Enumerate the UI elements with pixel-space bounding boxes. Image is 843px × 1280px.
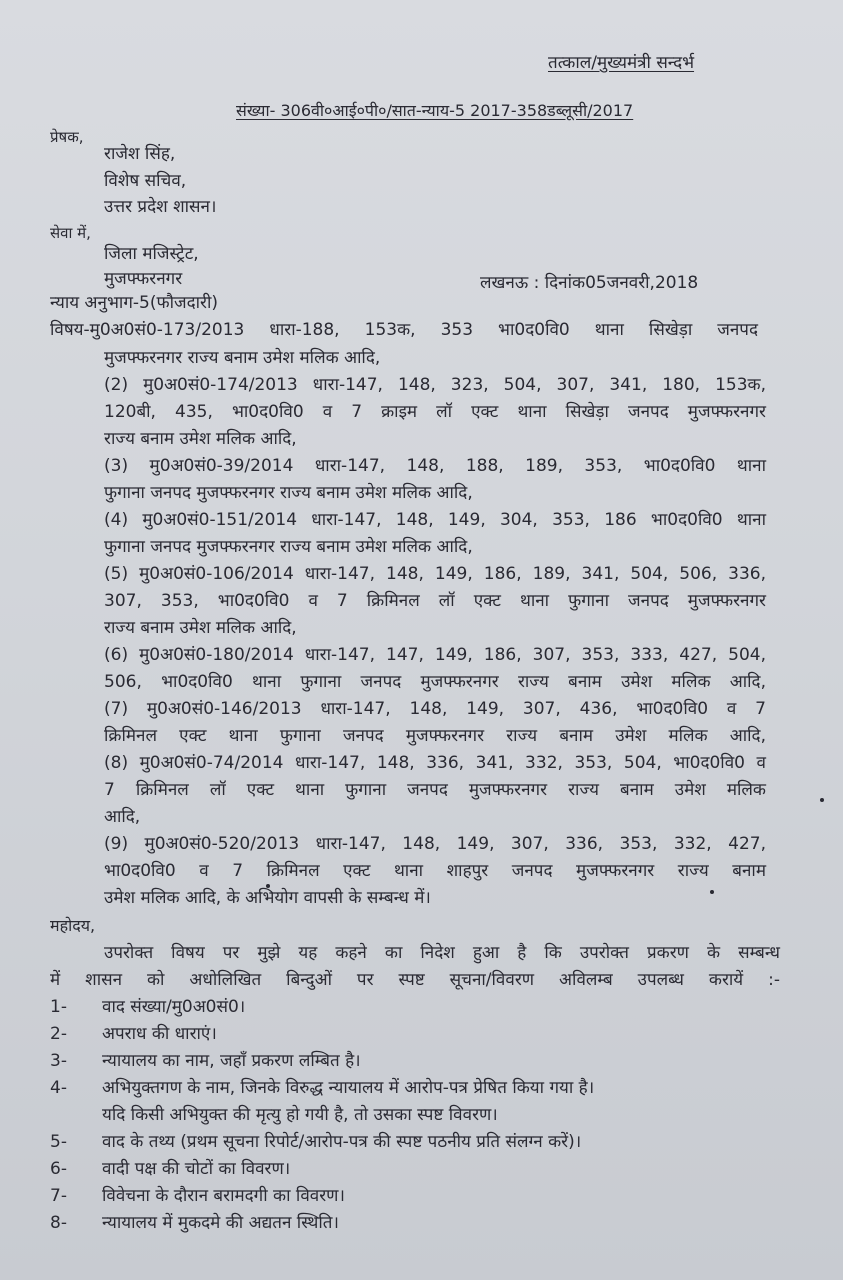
point-item bbox=[50, 1212, 339, 1234]
subject-line: (2) मु0अ0सं0-174/2013 धारा-147, 148, 323, 504, 307, 341, 180, 153क, bbox=[104, 375, 766, 395]
point-item bbox=[50, 1050, 361, 1072]
subject-line: क्रिमिनल एक्ट थाना फुगाना जनपद मुजफ्फरनगर राज्य बनाम उमेश मलिक आदि, bbox=[104, 726, 766, 746]
body-line: उपरोक्त विषय पर मुझे यह कहने का निदेश हुआ है कि उपरोक्त प्रकरण के सम्बन्ध bbox=[104, 943, 780, 963]
subject-line: 120बी, 435, भा0द0वि0 व 7 क्राइम लॉ एक्ट थाना सिखेड़ा जनपद मुजफ्फरनगर bbox=[104, 402, 766, 422]
subject-line: (5) मु0अ0सं0-106/2014 धारा-147, 148, 149, 186, 189, 341, 504, 506, 336, bbox=[104, 564, 766, 584]
salutation: महोदय, bbox=[50, 916, 96, 935]
subject-line: (4) मु0अ0सं0-151/2014 धारा-147, 148, 149, 304, 353, 186 भा0द0वि0 थाना bbox=[104, 510, 766, 530]
sender-designation: विशेष सचिव, bbox=[104, 171, 187, 191]
subject-line: (7) मु0अ0सं0-146/2013 धारा-147, 148, 149, 307, 436, भा0द0वि0 व 7 bbox=[104, 699, 766, 719]
point-item bbox=[50, 1185, 345, 1207]
sender-org: उत्तर प्रदेश शासन। bbox=[104, 197, 217, 217]
body-line: में शासन को अधोलिखित बिन्दुओं पर स्पष्ट सूचना/विवरण अविलम्ब उपलब्ध करायें :- bbox=[50, 970, 780, 990]
reference-number: संख्या- 306वी०आई०पी०/सात-न्याय-5 2017-358डब्लूसी/2017 bbox=[236, 101, 634, 120]
recipient-place: मुजफ्फरनगर bbox=[104, 269, 183, 289]
subject-line: मुजफ्फरनगर राज्य बनाम उमेश मलिक आदि, bbox=[104, 348, 381, 368]
subject-line: (3) मु0अ0सं0-39/2014 धारा-147, 148, 188, 189, 353, भा0द0वि0 थाना bbox=[104, 456, 766, 476]
point-text: वाद के तथ्य (प्रथम सूचना रिपोर्ट/आरोप-पत्र की स्पष्ट पठनीय प्रति संलग्न करें)। bbox=[102, 1132, 582, 1152]
ink-speck bbox=[266, 884, 270, 888]
subject-line: फुगाना जनपद मुजफ्फरनगर राज्य बनाम उमेश मलिक आदि, bbox=[104, 483, 473, 503]
subject-line: उमेश मलिक आदि, के अभियोग वापसी के सम्बन्ध में। bbox=[104, 888, 431, 908]
subject-line: भा0द0वि0 व 7 क्रिमिनल एक्ट थाना शाहपुर जनपद मुजफ्फरनगर राज्य बनाम bbox=[104, 861, 766, 881]
sender-name: राजेश सिंह, bbox=[104, 144, 176, 164]
recipient-label: सेवा में, bbox=[50, 224, 91, 242]
subject-line: राज्य बनाम उमेश मलिक आदि, bbox=[104, 618, 297, 638]
ink-speck bbox=[710, 890, 714, 894]
subject-line: 7 क्रिमिनल लॉ एक्ट थाना फुगाना जनपद मुजफ्फरनगर राज्य बनाम उमेश मलिक bbox=[104, 780, 766, 800]
point-number: 2- bbox=[50, 1024, 67, 1044]
subject-line: 307, 353, भा0द0वि0 व 7 क्रिमिनल लॉ एक्ट थाना फुगाना जनपद मुजफ्फरनगर bbox=[104, 591, 766, 611]
point-text: विवेचना के दौरान बरामदगी का विवरण। bbox=[102, 1186, 345, 1206]
point-item bbox=[50, 1131, 581, 1153]
point-number: 1- bbox=[50, 997, 67, 1017]
subject-line: राज्य बनाम उमेश मलिक आदि, bbox=[104, 429, 297, 449]
point-item bbox=[50, 1077, 594, 1099]
subject-line: आदि, bbox=[104, 807, 141, 827]
point-number: 6- bbox=[50, 1159, 67, 1179]
date-line: लखनऊ : दिनांक05जनवरी,2018 bbox=[480, 273, 699, 293]
point-text: न्यायालय का नाम, जहाँ प्रकरण लम्बित है। bbox=[102, 1051, 361, 1071]
subject-line: (8) मु0अ0सं0-74/2014 धारा-147, 148, 336, 341, 332, 353, 504, भा0द0वि0 व bbox=[104, 753, 766, 773]
point-number: 8- bbox=[50, 1213, 67, 1233]
subject-line: (6) मु0अ0सं0-180/2014 धारा-147, 147, 149, 186, 307, 353, 333, 427, 504, bbox=[104, 645, 766, 665]
subject-line: फुगाना जनपद मुजफ्फरनगर राज्य बनाम उमेश मलिक आदि, bbox=[104, 537, 473, 557]
point-item bbox=[50, 996, 245, 1018]
subject-line: विषय-मु0अ0सं0-173/2013 धारा-188, 153क, 353 भा0द0वि0 थाना सिखेड़ा जनपद bbox=[50, 320, 758, 340]
recipient-title: जिला मजिस्ट्रेट, bbox=[104, 244, 199, 264]
subject-line: (9) मु0अ0सं0-520/2013 धारा-147, 148, 149, 307, 336, 353, 332, 427, bbox=[104, 834, 766, 854]
point-number: 7- bbox=[50, 1186, 67, 1206]
point-text: अपराध की धाराएं। bbox=[102, 1024, 217, 1044]
point-text: अभियुक्तगण के नाम, जिनके विरुद्ध न्यायालय में आरोप-पत्र प्रेषित किया गया है। bbox=[102, 1078, 595, 1098]
ink-speck bbox=[820, 798, 824, 802]
point-number: 3- bbox=[50, 1051, 67, 1071]
point-item bbox=[50, 1023, 217, 1045]
point-number: 5- bbox=[50, 1132, 67, 1152]
urgency-header: तत्काल/मुख्यमंत्री सन्दर्भ bbox=[548, 53, 695, 73]
point-text: यदि किसी अभियुक्त की मृत्यु हो गयी है, तो उसका स्पष्ट विवरण। bbox=[102, 1105, 498, 1125]
point-item bbox=[50, 1158, 290, 1180]
point-number: 4- bbox=[50, 1078, 67, 1098]
section-name: न्याय अनुभाग-5(फौजदारी) bbox=[50, 293, 219, 313]
sender-label: प्रेषक, bbox=[50, 128, 84, 146]
point-text: वाद संख्या/मु0अ0सं0। bbox=[102, 997, 246, 1017]
point-text: वादी पक्ष की चोटों का विवरण। bbox=[102, 1159, 291, 1179]
point-item bbox=[50, 1104, 498, 1126]
subject-line: 506, भा0द0वि0 थाना फुगाना जनपद मुजफ्फरनगर राज्य बनाम उमेश मलिक आदि, bbox=[104, 672, 766, 692]
point-text: न्यायालय में मुकदमे की अद्यतन स्थिति। bbox=[102, 1213, 339, 1233]
